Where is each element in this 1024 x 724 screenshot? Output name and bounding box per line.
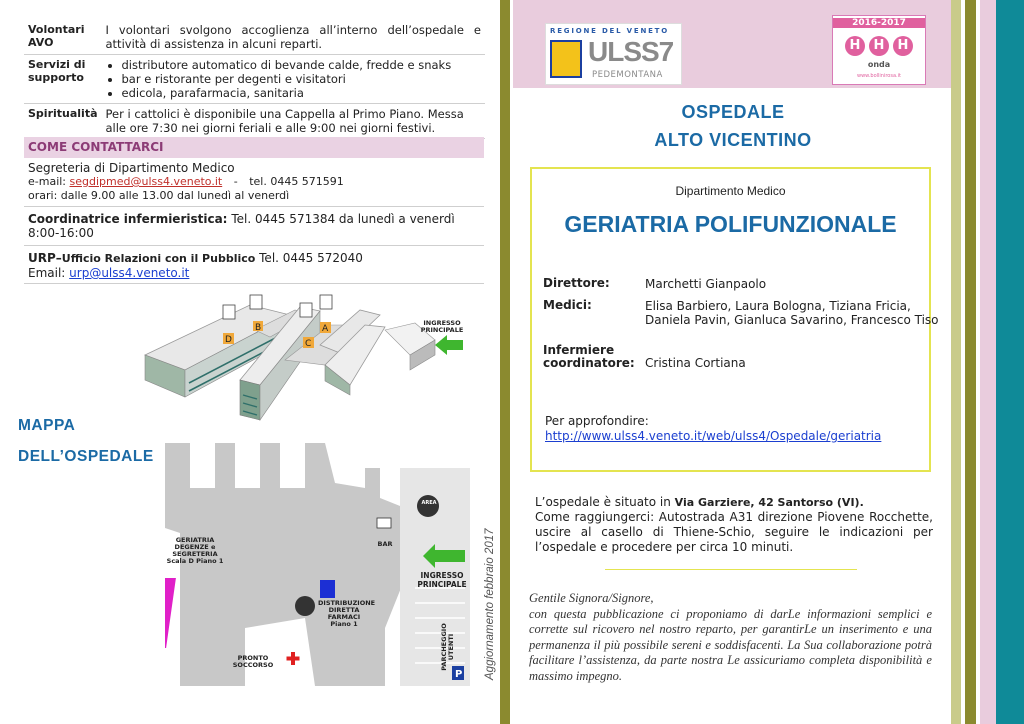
direttore-name: Marchetti Gianpaolo bbox=[645, 277, 767, 291]
row-label: Spiritualità bbox=[24, 104, 102, 139]
coordinatrice-label: Coordinatrice infermieristica: bbox=[28, 212, 228, 226]
decorative-stripe bbox=[951, 0, 961, 724]
table-row bbox=[24, 104, 485, 139]
list-item: • distributore automatico di bevande calde, fredde e snaks bbox=[122, 58, 482, 72]
location-address: Via Garziere, 42 Santorso (VI). bbox=[674, 496, 864, 509]
segreteria-email-link[interactable]: segdipmed@ulss4.veneto.it bbox=[69, 175, 223, 188]
urp-sub: Ufficio Relazioni con il Pubblico bbox=[61, 252, 256, 265]
svg-text:P: P bbox=[455, 669, 463, 680]
geriatria-map-label: GERIATRIA DEGENZE e SEGRETERIA Scala D Piano 1 bbox=[166, 536, 224, 565]
row-text: I volontari svolgono accoglienza all’interno dell’ospedale e attività di assistenza in alcuni reparti. bbox=[102, 20, 486, 55]
ingresso-label-top: INGRESSO PRINCIPALE bbox=[420, 319, 464, 334]
greeting-body: con questa pubblicazione ci proponiamo di darLe informazioni semplici e corrette sul ricovero nel nostro reparto, per garantirLe un inserimento e una permanenza il più possibile sereni e soddisfacenti. La Sua collaborazione potrà facilitare l’assistenza, da parte nostra Le assicuriamo completa disponibilità e massimo impegno. bbox=[529, 606, 932, 683]
row-label: Volontari AVO bbox=[24, 20, 102, 55]
greeting-salutation: Gentile Signora/Signore, bbox=[529, 591, 654, 605]
separator-line bbox=[605, 569, 857, 570]
approfondire-label: Per approfondire: bbox=[545, 414, 649, 428]
urp-email-label: Email: bbox=[28, 266, 66, 280]
block-a: A bbox=[322, 324, 329, 334]
block-c: C bbox=[305, 339, 312, 349]
medici-line2: Daniela Pavin, Gianluca Savarino, Francesco Tiso bbox=[645, 313, 939, 327]
coordinatrice-text: Tel. 0445 571384 da lunedì a venerdì 8:00-16:00 bbox=[28, 212, 455, 240]
segreteria-label: Segreteria di Dipartimento Medico bbox=[28, 161, 235, 175]
regione-text: REGIONE DEL VENETO bbox=[550, 27, 670, 35]
block-b: B bbox=[255, 323, 262, 333]
distribuzione-map-label: DISTRIBUZIONE DIRETTA FARMACI Piano 1 bbox=[318, 599, 376, 628]
row-list bbox=[102, 55, 486, 104]
location-intro: L’ospedale è situato in bbox=[535, 495, 671, 509]
building-3d-illustration bbox=[135, 285, 470, 435]
bar-map-label: BAR bbox=[377, 540, 393, 548]
ht-brand: onda bbox=[867, 60, 891, 69]
urp-email-link[interactable]: urp@ulss4.veneto.it bbox=[69, 266, 190, 280]
infermiere-label1: Infermiere bbox=[543, 343, 615, 357]
divider-stripe bbox=[500, 0, 510, 724]
ht-years: 2016-2017 bbox=[833, 18, 925, 28]
pedemontana-text: PEDEMONTANA bbox=[592, 70, 663, 80]
urp-label: URP bbox=[28, 251, 56, 265]
segreteria-phone: tel. 0445 571591 bbox=[249, 175, 344, 188]
map-title-line1: MAPPA bbox=[18, 417, 76, 434]
email-label: e-mail: bbox=[28, 175, 67, 188]
block-d: D bbox=[225, 335, 232, 345]
ulss-text: ULSS7 bbox=[588, 36, 674, 67]
hospital-name-line1: OSPEDALE bbox=[681, 102, 785, 122]
parcheggio-map-label: PARCHEGGIO UTENTI bbox=[440, 623, 455, 671]
urp-phone: Tel. 0445 572040 bbox=[259, 251, 363, 265]
segreteria-hours: orari: dalle 9.00 alle 13.00 dal lunedì al venerdì bbox=[28, 189, 290, 202]
entrance-arrow-icon bbox=[435, 335, 463, 355]
map-title-line2: DELL’OSPEDALE bbox=[18, 448, 154, 465]
row-label: Servizi di supporto bbox=[24, 55, 102, 104]
location-text bbox=[535, 495, 933, 555]
decorative-stripe bbox=[965, 0, 976, 724]
location-directions: Come raggiungerci: Autostrada A31 direzione Piovene Rocchette, uscire al casello di Thiene-Schio, seguire le indicazioni per l’ospedale e procedere per circa 10 minuti. bbox=[535, 510, 933, 554]
area-map-label: AREA bbox=[421, 500, 437, 506]
contacts-box bbox=[24, 158, 484, 284]
table-row bbox=[24, 20, 485, 55]
ulss-logo bbox=[545, 23, 682, 85]
pronto-soccorso-map-label: PRONTO SOCCORSO bbox=[232, 654, 274, 669]
segreteria-row: Segreteria di Dipartimento Medico e-mail: segdipmed@ulss4.veneto.it - tel. 0445 571591 orari: dalle 9.00 alle 13.00 dal lunedì al venerdì bbox=[24, 158, 484, 207]
medici-label: Medici: bbox=[543, 298, 592, 312]
coordinatrice-row bbox=[24, 207, 484, 246]
decorative-stripe bbox=[996, 0, 1024, 724]
unit-title: GERIATRIA POLIFUNZIONALE bbox=[564, 211, 897, 237]
contacts-heading: COME CONTATTARCI bbox=[24, 137, 484, 158]
department-name: Dipartimento Medico bbox=[675, 184, 786, 198]
direttore-label: Direttore: bbox=[543, 276, 610, 290]
bollini-rosa-badge: 2016-2017 H H H onda www.bollinirosa.it bbox=[832, 15, 926, 85]
urp-row: URP–Ufficio Relazioni con il Pubblico Tel. 0445 572040 Email: urp@ulss4.veneto.it bbox=[24, 246, 484, 284]
update-note: Aggiornamento febbraio 2017 bbox=[484, 528, 496, 680]
list-item: • bar e ristorante per degenti e visitatori bbox=[122, 72, 482, 86]
greeting-text bbox=[529, 591, 932, 684]
ingresso-map-label: INGRESSO PRINCIPALE bbox=[417, 571, 467, 589]
infermiere-label2: coordinatore: bbox=[543, 356, 635, 370]
table-row bbox=[24, 55, 485, 104]
hospital-name-line2: ALTO VICENTINO bbox=[654, 130, 812, 150]
list-item: • edicola, parafarmacia, sanitaria bbox=[122, 86, 482, 100]
medici-line1: Elisa Barbiero, Laura Bologna, Tiziana Fricia, bbox=[645, 299, 911, 313]
decorative-stripe bbox=[980, 0, 996, 724]
info-table bbox=[24, 20, 485, 139]
infermiere-name: Cristina Cortiana bbox=[645, 356, 746, 370]
geriatria-url-link[interactable]: http://www.ulss4.veneto.it/web/ulss4/Ospedale/geriatria bbox=[545, 429, 882, 443]
row-text: Per i cattolici è disponibile una Cappella al Primo Piano. Messa alle ore 7:30 nei giorni feriali e alle 9:00 nei giorni festivi. bbox=[102, 104, 486, 139]
veneto-lion-icon bbox=[550, 40, 582, 78]
ht-url: www.bollinirosa.it bbox=[857, 73, 901, 79]
